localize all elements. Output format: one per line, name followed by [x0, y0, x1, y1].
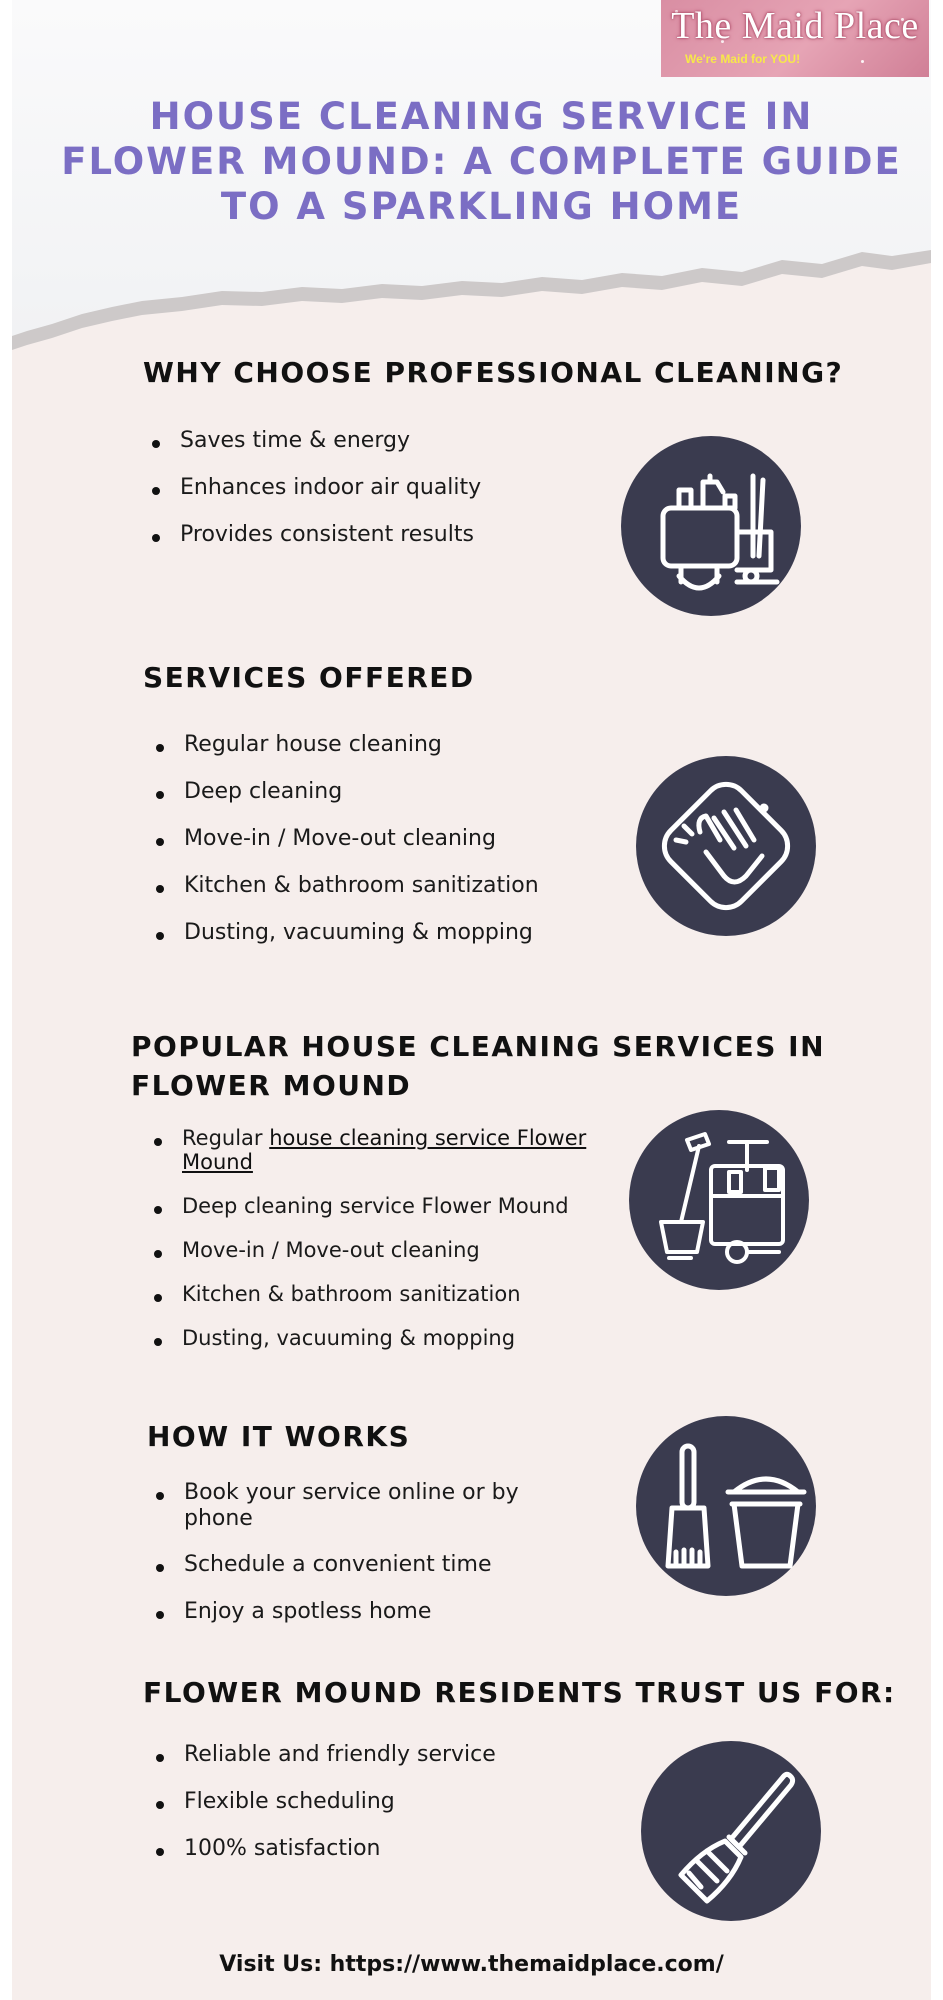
list-item: Schedule a convenient time: [150, 1552, 570, 1577]
page-title: HOUSE CLEANING SERVICE IN FLOWER MOUND: A COMPLETE GUIDE TO A SPARKLING HOME: [61, 95, 902, 228]
list-item: [148, 1126, 618, 1174]
hand-wiping-icon: [636, 756, 816, 936]
list-item: Book your service online or by phone: [150, 1480, 570, 1532]
section-title: HOW IT WORKS: [147, 1420, 411, 1453]
logo-name: The Maid Place: [671, 5, 919, 47]
list-item: Move-in / Move-out cleaning: [148, 1238, 618, 1262]
list-item: Saves time & energy: [146, 428, 481, 453]
list-item: Reliable and friendly service: [150, 1742, 496, 1767]
trust-list: [150, 1742, 496, 1861]
list-item: Flexible scheduling: [150, 1789, 496, 1814]
list-item: Provides consistent results: [146, 522, 481, 547]
list-item: Enjoy a spotless home: [150, 1599, 570, 1624]
benefit-list: [146, 428, 481, 547]
section-title: WHY CHOOSE PROFESSIONAL CLEANING?: [143, 356, 844, 389]
popular-services-list: [148, 1126, 618, 1350]
list-item: Deep cleaning: [150, 779, 539, 804]
list-item-prefix: Regular: [182, 1126, 270, 1150]
list-item: Dusting, vacuuming & mopping: [150, 920, 539, 945]
section-title: SERVICES OFFERED: [143, 661, 475, 694]
list-item: Regular house cleaning: [150, 732, 539, 757]
list-item: Kitchen & bathroom sanitization: [148, 1282, 618, 1306]
infographic-page: [12, 0, 931, 2000]
list-item: Deep cleaning service Flower Mound: [148, 1194, 618, 1218]
services-list: [150, 732, 539, 945]
janitor-cart-icon: [629, 1110, 809, 1290]
broom-bucket-icon: [636, 1416, 816, 1596]
footer-visit-link[interactable]: Visit Us: https://www.themaidplace.com/: [219, 1952, 724, 1977]
list-item: Enhances indoor air quality: [146, 475, 481, 500]
broom-icon: [641, 1741, 821, 1921]
section-title: FLOWER MOUND RESIDENTS TRUST US FOR:: [143, 1676, 896, 1709]
service-link[interactable]: house cleaning service Flower Mound: [182, 1126, 587, 1174]
list-item: 100% satisfaction: [150, 1836, 496, 1861]
brand-logo[interactable]: [661, 0, 929, 77]
logo-tagline: We're Maid for YOU!: [685, 52, 801, 66]
list-item: Move-in / Move-out cleaning: [150, 826, 539, 851]
list-item: Dusting, vacuuming & mopping: [148, 1326, 618, 1350]
sparkle-decoration: [861, 60, 864, 63]
steps-list: [150, 1480, 570, 1624]
cleaning-cart-icon: [621, 436, 801, 616]
list-item: Kitchen & bathroom sanitization: [150, 873, 539, 898]
section-title: POPULAR HOUSE CLEANING SERVICES IN FLOWER MOUND: [131, 1030, 826, 1102]
